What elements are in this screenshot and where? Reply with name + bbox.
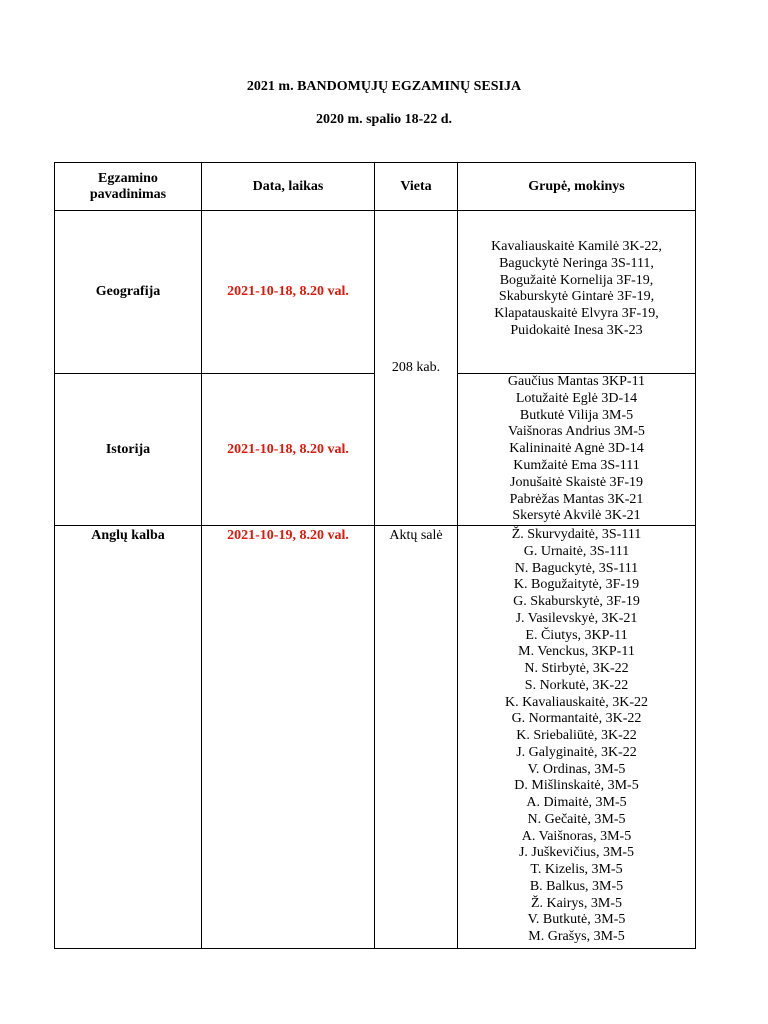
list-item: M. Venckus, 3KP-11 (518, 644, 635, 660)
list-item: N. Baguckytė, 3S-111 (514, 560, 639, 576)
exam-date: 2021-10-18, 8.20 val. (202, 211, 375, 374)
list-item: Butkutė Vilija 3M-5 (519, 407, 634, 423)
list-item: Jonušaitė Skaistė 3F-19 (510, 474, 643, 490)
exam-place: Aktų salė (375, 526, 458, 949)
list-item: N. Gečaitė, 3M-5 (527, 811, 626, 827)
list-item: V. Butkutė, 3M-5 (527, 912, 626, 928)
list-item: S. Norkutė, 3K-22 (524, 677, 629, 693)
student-list (458, 211, 696, 374)
list-item: T. Kizelis, 3M-5 (530, 862, 623, 878)
list-item: Kavaliauskaitė Kamilė 3K-22, (491, 239, 662, 254)
document-title: 2021 m. BANDOMŲJŲ EGZAMINŲ SESIJA (246, 79, 522, 94)
list-item: Baguckytė Neringa 3S-111, (499, 255, 654, 271)
list-item: A. Vaišnoras, 3M-5 (521, 828, 632, 844)
student-list (458, 526, 696, 949)
table-row (55, 211, 696, 374)
list-item: Ž. Kairys, 3M-5 (531, 895, 622, 911)
exam-name: Geografija (55, 211, 202, 374)
exam-name: Anglų kalba (55, 526, 202, 949)
exam-place-label: 208 kab. (391, 360, 441, 376)
list-item: M. Grašys, 3M-5 (528, 929, 625, 945)
list-item: V. Ordinas, 3M-5 (527, 761, 626, 777)
list-item: J. Juškevičius, 3M-5 (518, 845, 635, 861)
list-item: Skersytė Akvilė 3K-21 (512, 508, 641, 524)
list-item: D. Mišlinskaitė, 3M-5 (514, 778, 639, 794)
student-list (458, 374, 696, 526)
list-item: N. Stirbytė, 3K-22 (524, 661, 629, 677)
list-item: Lotužaitė Eglė 3D-14 (515, 390, 638, 406)
list-item: A. Dimaitė, 3M-5 (526, 795, 627, 811)
list-item: Klapatauskaitė Elvyra 3F-19, (494, 306, 659, 322)
table-header-row (55, 163, 696, 211)
list-item: Puidokaitė Inesa 3K-23 (510, 322, 643, 338)
list-item: G. Normantaitė, 3K-22 (511, 711, 642, 727)
list-item: B. Balkus, 3M-5 (529, 878, 624, 894)
list-item: Vaišnoras Andrius 3M-5 (508, 424, 645, 440)
exam-date: 2021-10-19, 8.20 val. (202, 526, 375, 949)
list-item: Gaučius Mantas 3KP-11 (507, 374, 646, 389)
table-row (55, 526, 696, 949)
header-date-time: Data, laikas (202, 163, 375, 211)
exam-name: Istorija (55, 374, 202, 526)
list-item: K. Bogužaitytė, 3F-19 (513, 577, 640, 593)
header-group-student: Grupė, mokinys (458, 163, 696, 211)
list-item: G. Skaburskytė, 3F-19 (513, 594, 640, 610)
list-item: Kumžaitė Ema 3S-111 (513, 457, 640, 473)
list-item: Kalininaitė Agnė 3D-14 (509, 441, 644, 457)
exam-date: 2021-10-18, 8.20 val. (202, 374, 375, 526)
list-item: J. Vasilevskyė, 3K-21 (515, 610, 638, 626)
list-item: Ž. Skurvydaitė, 3S-111 (511, 527, 642, 543)
list-item: Bogužaitė Kornelija 3F-19, (499, 272, 654, 288)
header-place: Vieta (375, 163, 458, 211)
document-subtitle: 2020 m. spalio 18-22 d. (315, 112, 453, 127)
list-item: Pabrėžas Mantas 3K-21 (509, 491, 644, 507)
list-item: G. Urnaitė, 3S-111 (523, 543, 630, 559)
list-item: K. Kavaliauskaitė, 3K-22 (504, 694, 649, 710)
header-exam-name: Egzamino pavadinimas (55, 163, 202, 211)
list-item: Skaburskytė Gintarė 3F-19, (498, 289, 655, 305)
list-item: E. Čiutys, 3KP-11 (525, 627, 628, 643)
list-item: J. Galyginaitė, 3K-22 (516, 744, 637, 760)
exam-schedule-table (54, 162, 696, 949)
exam-place (375, 211, 458, 526)
list-item: K. Sriebaliūtė, 3K-22 (516, 728, 637, 744)
